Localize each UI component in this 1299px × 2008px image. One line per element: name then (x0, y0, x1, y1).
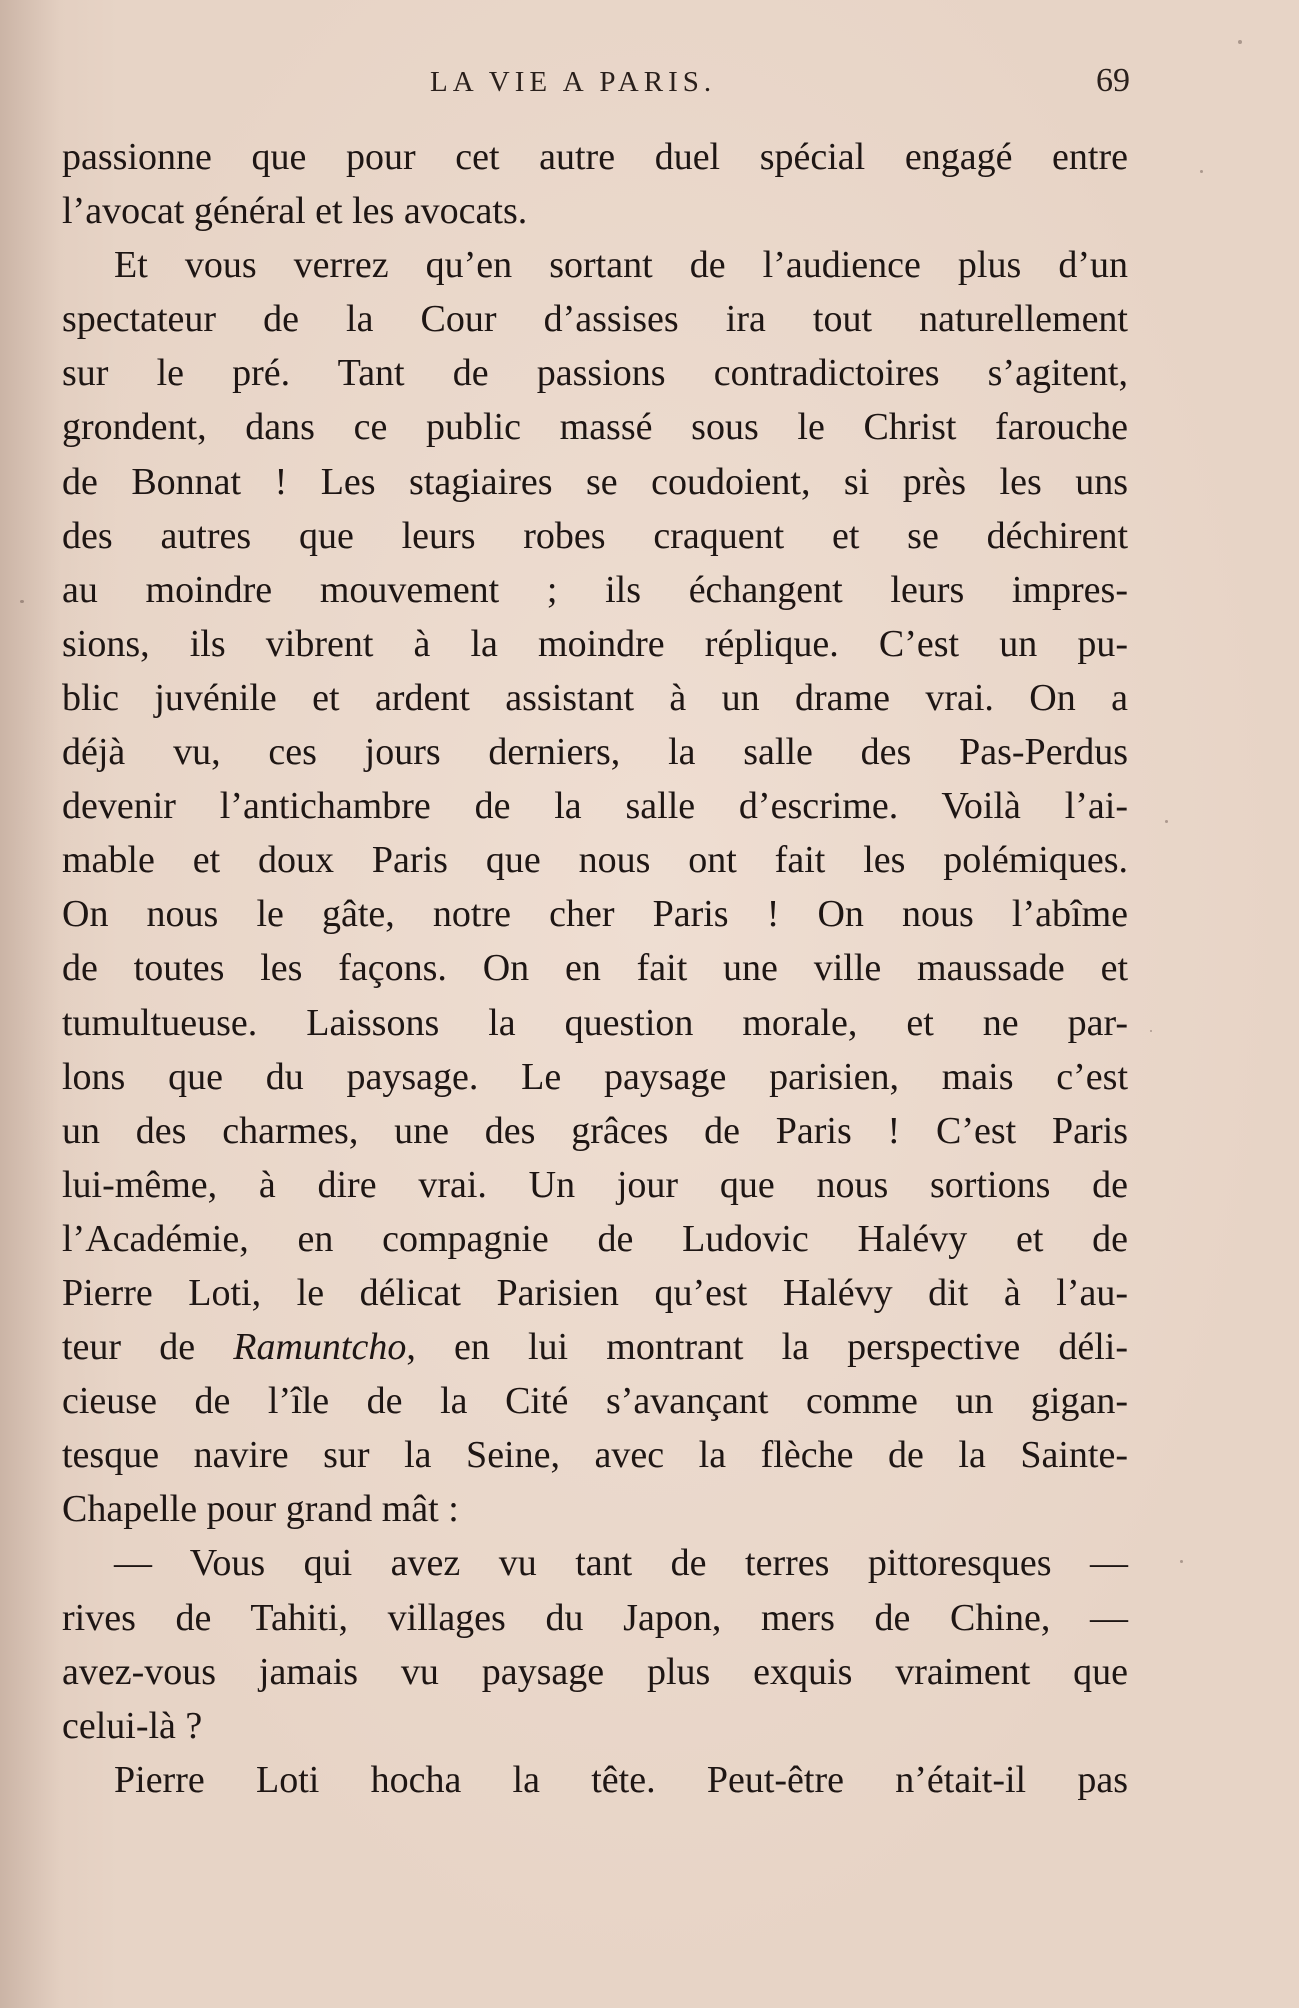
line-end: , en lui montrant la perspective déli- (406, 1326, 1128, 1369)
book-title-italic: Ramuntcho (233, 1326, 407, 1369)
text-line: sur le pré. Tant de passions contradictoires s’agitent, (62, 352, 1128, 395)
text-line-with-italic-title (62, 1320, 1128, 1374)
paper-speck (1238, 40, 1242, 44)
text-line: lons que du paysage. Le paysage parisien, mais c’est (62, 1055, 1128, 1098)
text-line: On nous le gâte, notre cher Paris ! On nous l’abîme (62, 893, 1128, 936)
text-line: avez-vous jamais vu paysage plus exquis vraiment que (62, 1650, 1128, 1693)
text-line: celui-là ? (62, 1704, 203, 1747)
text-line: devenir l’antichambre de la salle d’escrime. Voilà l’ai- (62, 785, 1128, 828)
text-line: grondent, dans ce public massé sous le Christ farouche (62, 406, 1128, 449)
text-line: de toutes les façons. On en fait une ville maussade et (62, 947, 1128, 990)
text-line: spectateur de la Cour d’assises ira tout naturellement (62, 298, 1128, 341)
paper-speck (20, 600, 24, 603)
text-line: lui-même, à dire vrai. Un jour que nous sortions de (62, 1163, 1128, 1206)
text-line: des autres que leurs robes craquent et se déchirent (62, 514, 1128, 557)
paper-speck (1150, 1030, 1152, 1032)
text-line: mable et doux Paris que nous ont fait les polémiques. (62, 839, 1128, 882)
text-line: Pierre Loti hocha la tête. Peut-être n’était-il pas (114, 1758, 1128, 1801)
page-number: 69 (1096, 62, 1130, 99)
text-line: l’Académie, en compagnie de Ludovic Halévy et de (62, 1217, 1128, 1260)
line-start: teur de (62, 1326, 234, 1369)
text-line: déjà vu, ces jours derniers, la salle des Pas-Perdus (62, 731, 1128, 774)
text-line: Chapelle pour grand mât : (62, 1488, 459, 1531)
text-line: blic juvénile et ardent assistant à un drame vrai. On a (62, 676, 1128, 719)
text-line: cieuse de l’île de la Cité s’avançant comme un gigan- (62, 1380, 1128, 1423)
paper-speck (1180, 1560, 1183, 1563)
paper-speck (1165, 820, 1168, 823)
text-line: tumultueuse. Laissons la question morale, et ne par- (62, 1001, 1128, 1044)
text-line: Et vous verrez qu’en sortant de l’audience plus d’un (114, 244, 1128, 287)
text-line: passionne que pour cet autre duel spécial engagé entre (62, 136, 1128, 178)
text-line: sions, ils vibrent à la moindre réplique. C’est un pu- (62, 622, 1128, 665)
text-line: — Vous qui avez vu tant de terres pittoresques — (114, 1542, 1128, 1585)
text-line: l’avocat général et les avocats. (62, 190, 528, 233)
text-line: de Bonnat ! Les stagiaires se coudoient, si près les uns (62, 460, 1128, 503)
text-line: au moindre mouvement ; ils échangent leurs impres- (62, 568, 1128, 611)
text-line: un des charmes, une des grâces de Paris ! C’est Paris (62, 1109, 1128, 1152)
text-line: rives de Tahiti, villages du Japon, mers de Chine, — (62, 1596, 1128, 1639)
text-line: tesque navire sur la Seine, avec la flèche de la Sainte- (62, 1434, 1128, 1477)
running-head (60, 62, 1130, 102)
paper-speck (1200, 170, 1203, 173)
text-line: Pierre Loti, le délicat Parisien qu’est Halévy dit à l’au- (62, 1271, 1128, 1314)
running-title: LA VIE A PARIS. (430, 66, 717, 98)
body-text (62, 130, 1128, 1807)
